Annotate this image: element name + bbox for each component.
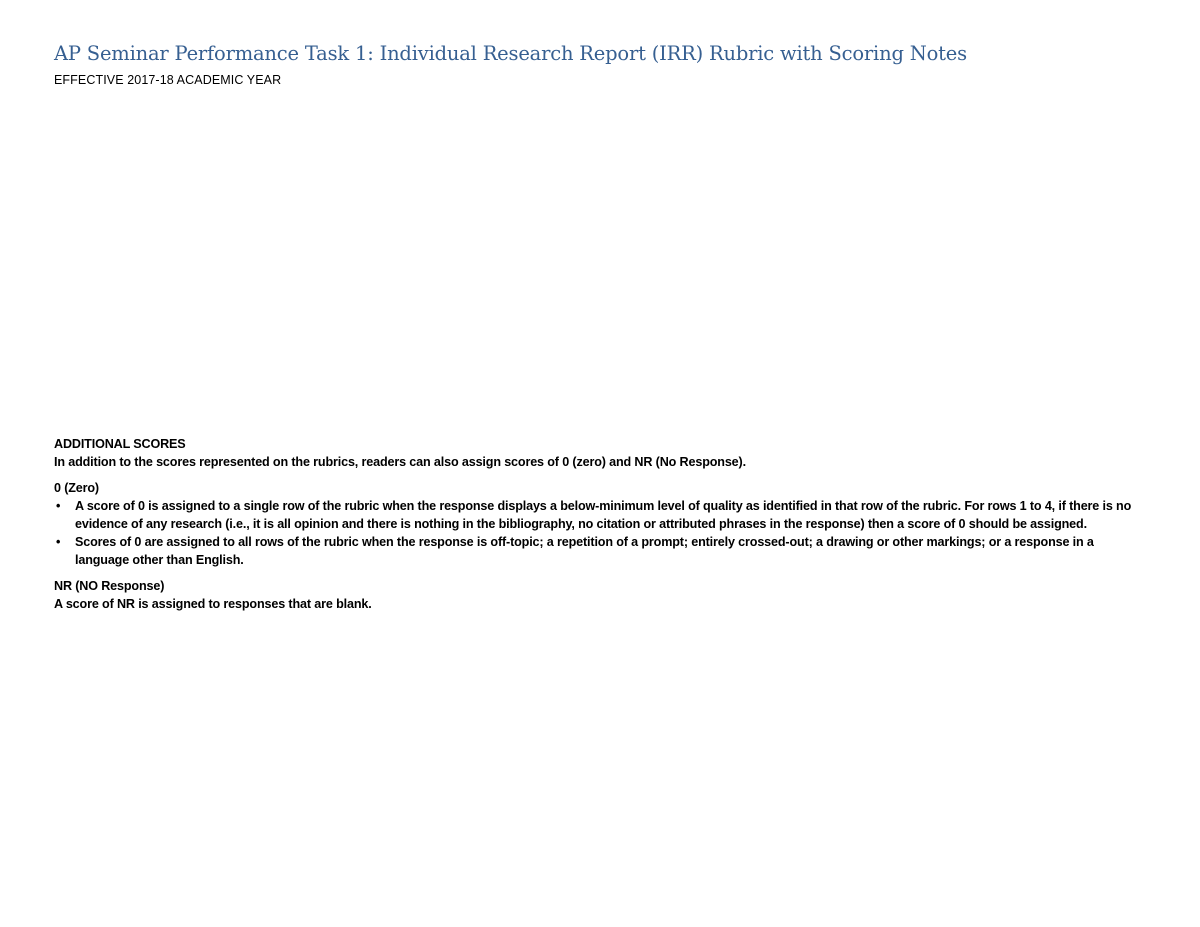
zero-score-heading: 0 (Zero) [54, 481, 99, 495]
list-item [54, 533, 1148, 569]
list-item [54, 497, 1148, 533]
additional-scores-heading: ADDITIONAL SCORES [54, 437, 186, 451]
additional-scores-section [54, 435, 1148, 613]
nr-score-text: A score of NR is assigned to responses that are blank. [54, 597, 372, 611]
page-title: AP Seminar Performance Task 1: Individual Research Report (IRR) Rubric with Scoring Notes [54, 42, 967, 65]
bullet-icon: • [56, 535, 61, 549]
zero-score-block [54, 479, 1148, 569]
nr-score-block [54, 577, 1148, 613]
page-subtitle: EFFECTIVE 2017-18 ACADEMIC YEAR [54, 73, 282, 87]
zero-score-bullet-list [54, 497, 1148, 569]
additional-scores-intro: In addition to the scores represented on the rubrics, readers can also assign scores of 0 (zero) and NR (No Response). [54, 455, 746, 469]
nr-score-heading: NR (NO Response) [54, 579, 165, 593]
bullet-text: Scores of 0 are assigned to all rows of the rubric when the response is off-topic; a repetition of a prompt; entirely crossed-out; a drawing or other markings; or a response in a language other than English. [75, 535, 1094, 567]
bullet-text: A score of 0 is assigned to a single row of the rubric when the response displays a below-minimum level of quality as identified in that row of the rubric. For rows 1 to 4, if there is no evidence of any research (i.e., it is all opinion and there is nothing in the bibliography, no citation or attributed phrases in the response) then a score of 0 should be assigned. [75, 499, 1132, 531]
bullet-icon: • [56, 499, 61, 513]
